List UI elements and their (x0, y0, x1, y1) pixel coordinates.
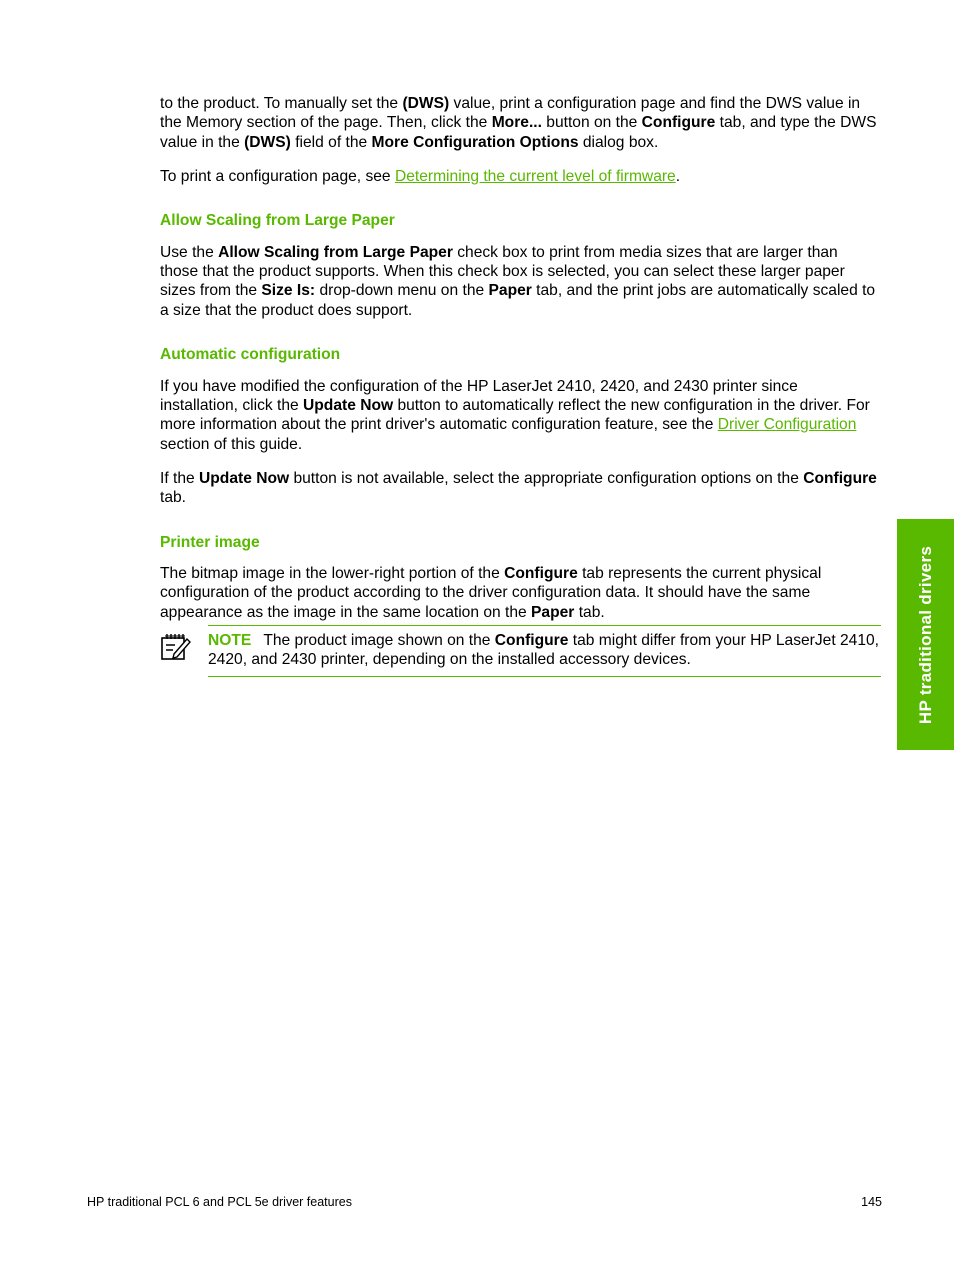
note-icon (160, 629, 192, 661)
text: Use the (160, 243, 219, 261)
printer-image-paragraph (160, 564, 880, 622)
update-now-paragraph (160, 469, 880, 508)
text: button is not available, select the appropriate configuration options on the (289, 469, 804, 487)
text: tab represents the current physical configuration of the product according to the driver configuration data. It should have the same appearance as the image in the same location on the (160, 564, 822, 621)
automatic-config-paragraph (160, 377, 880, 455)
text: button on the (541, 114, 642, 132)
note-callout (160, 625, 881, 678)
side-tab-label: HP traditional drivers (915, 545, 935, 724)
more-button-term: More... (491, 114, 542, 132)
text: value, print a configuration page and find the DWS value in the Memory section of the page. Then, click the (160, 95, 861, 132)
heading-automatic-configuration: Automatic configuration (160, 346, 341, 364)
size-is-term: Size Is: (261, 282, 316, 300)
text: If the (160, 469, 200, 487)
allow-scaling-paragraph (160, 243, 880, 321)
text: . (675, 167, 681, 185)
text: check box to print from media sizes that are larger than those that the product supports. When this check box is selected, you can select these larger paper sizes from the (160, 243, 845, 300)
page-number: 145 (861, 1195, 882, 1209)
intro-paragraph (160, 94, 880, 152)
text: tab might differ from your HP LaserJet 2410, 2420, and 2430 printer, depending on the installed accessory devices. (208, 632, 880, 669)
note-label: NOTE (208, 632, 252, 649)
update-now-term: Update Now (199, 469, 290, 487)
driver-configuration-link[interactable]: Driver Configuration (717, 416, 857, 434)
footer-title: HP traditional PCL 6 and PCL 5e driver features (87, 1195, 352, 1209)
text: The product image shown on the (263, 632, 495, 649)
text: button to automatically reflect the new configuration in the driver. For more information about the print driver's automatic configuration feature, see the (160, 396, 870, 434)
text: dialog box. (578, 133, 659, 151)
page-content (160, 94, 880, 637)
config-page-paragraph (160, 167, 880, 186)
chapter-side-tab (897, 519, 954, 750)
text: tab, and the print jobs are automatically scaled to a size that the product does support. (160, 282, 876, 319)
paper-term: Paper (531, 603, 575, 621)
note-box (208, 625, 881, 677)
text: field of the (290, 133, 372, 151)
dws-term: (DWS) (402, 95, 450, 112)
text: section of this guide. (160, 435, 303, 453)
text: The bitmap image in the lower-right portion of the (160, 564, 505, 582)
configure-term: Configure (504, 564, 578, 582)
text: To print a configuration page, see (160, 167, 395, 185)
configure-term: Configure (803, 469, 877, 487)
heading-printer-image: Printer image (160, 533, 260, 551)
text: If you have modified the configuration of the HP LaserJet 2410, 2420, and 2430 printer since installation, click the (160, 377, 798, 414)
update-now-term: Update Now (303, 396, 394, 414)
more-config-options-term: More Configuration Options (371, 133, 579, 151)
text: to the product. To manually set the (160, 95, 403, 112)
text: tab. (574, 603, 605, 621)
heading-allow-scaling: Allow Scaling from Large Paper (160, 212, 395, 230)
configure-term: Configure (494, 632, 569, 649)
paper-term: Paper (488, 282, 532, 300)
text: drop-down menu on the (315, 282, 489, 300)
text: tab. (160, 489, 187, 507)
allow-scaling-term: Allow Scaling from Large Paper (218, 243, 453, 261)
configure-term: Configure (641, 114, 716, 132)
firmware-level-link[interactable]: Determining the current level of firmware (394, 167, 676, 185)
text: tab, and type the DWS value in the (160, 114, 877, 151)
dws-term: (DWS) (244, 133, 291, 151)
